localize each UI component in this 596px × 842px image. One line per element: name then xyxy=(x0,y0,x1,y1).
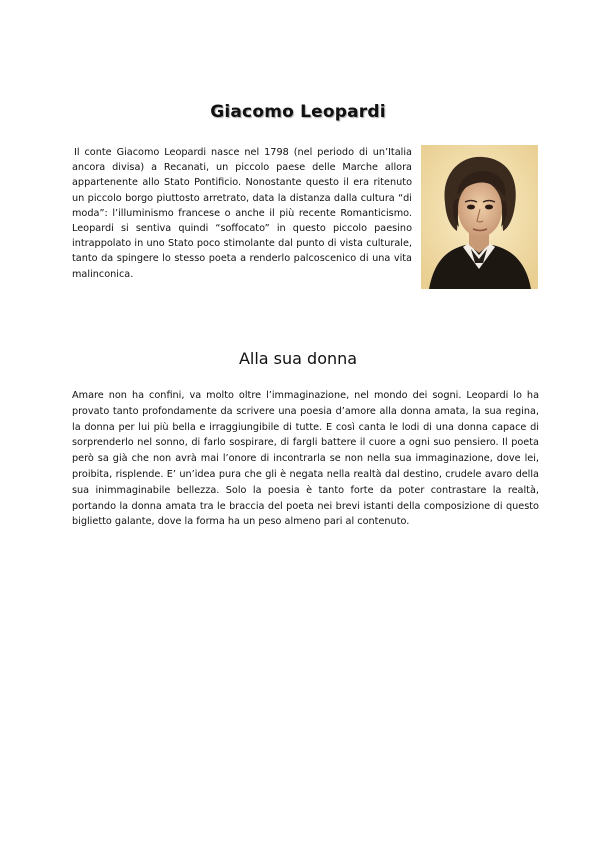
intro-paragraph: Il conte Giacomo Leopardi nasce nel 1798 (nel periodo di un’Italia ancora divisa) a Recanati, un piccolo paese delle Marche allora appartenente allo Stato Pontificio. Nonostante questo il era ritenuto un piccolo borgo piuttosto arretrato, data la distanza dalla cultura “di moda”: l’illuminismo francese o anche il più recente Romanticismo. Leopardi si sentiva quindi “soffocato” in questo piccolo paesino intrappolato in uno Stato poco stimolante dal punto di vista culturale, tanto da spingere lo stesso poeta a renderlo palcoscenico di una vita malinconica. xyxy=(72,147,412,280)
section-paragraph: Amare non ha confini, va molto oltre l’immaginazione, nel mondo dei sogni. Leopardi lo ha provato tanto profondamente da scrivere una poesia d’amore alla donna amata, la sua regina, la donna per lui più bella e irraggiungibile di tutte. E così canta le lodi di una donna capace di sorprenderlo nel sonno, di farlo sospirare, di fargli battere il cuore a ogni suo pensiero. Il poeta però sa già che non avrà mai l’onore di incontrarla se non nella sua immaginazione, dove lei, proibita, risplende. E’ un’idea pura che gli è negata nella realtà dal destino, crudele avaro della sua inimmaginabile bellezza. Solo la poesia è tanto forte da poter contrastare la realtà, portando la donna amata tra le braccia del poeta nei brevi istanti della composizione di questo biglietto galante, dove la forma ha un peso almeno pari al contenuto. xyxy=(72,390,539,528)
page-title: Giacomo Leopardi xyxy=(210,102,386,122)
section-title: Alla sua donna xyxy=(238,349,358,368)
portrait-image xyxy=(421,145,538,289)
portrait-of-giacomo-leopardi-icon xyxy=(421,145,538,289)
